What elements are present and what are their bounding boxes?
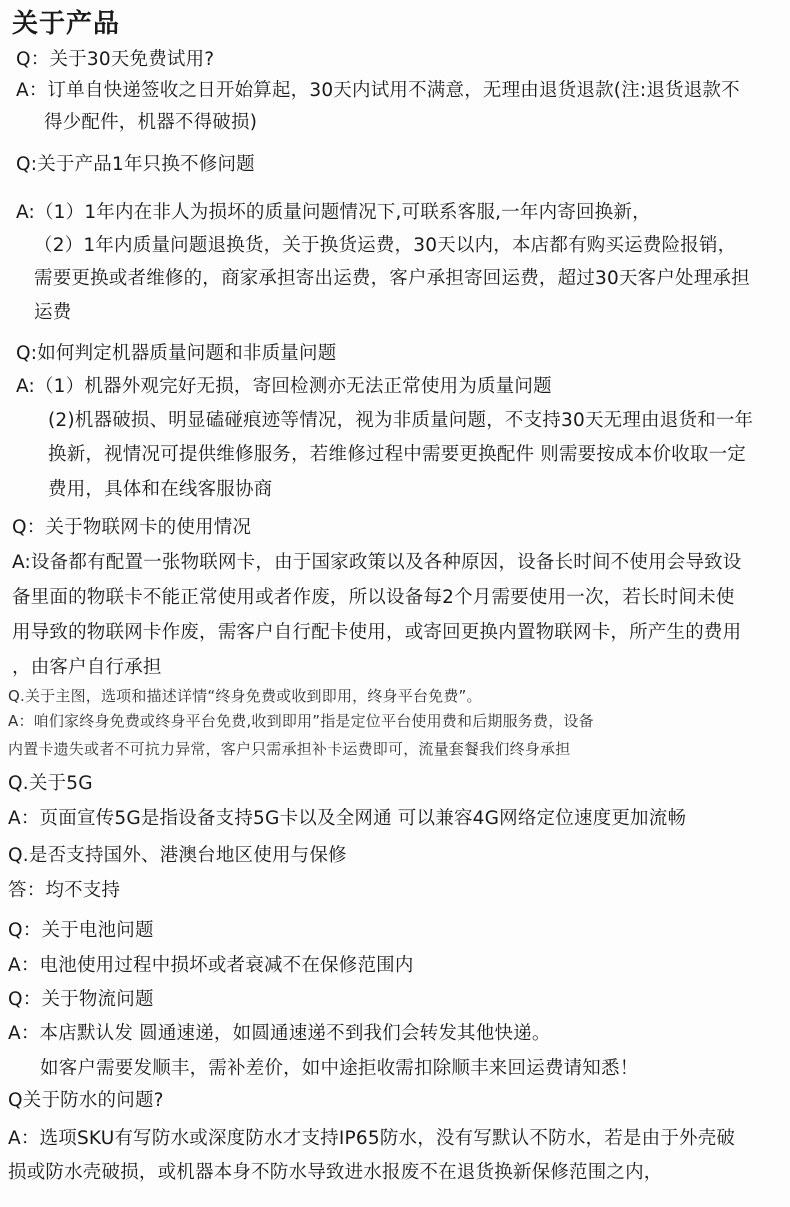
- answer-5g: A：页面宣传5G是指设备支持5G卡以及全网通 可以兼容4G网络定位速度更加流畅: [8, 808, 687, 829]
- answer-quality-2: (2)机器破损、明显磕碰痕迹等情况，视为非质量问题，不支持30天无理由退货和一年: [48, 410, 754, 431]
- answer-free-trial: A：订单自快递签收之日开始算起，30天内试用不满意，无理由退货退款(注:退货退款不: [16, 80, 740, 101]
- answer-iot-card-3: 用导致的物联网卡作废，需客户自行配卡使用，或寄回更换内置物联网卡，所产生的费用: [12, 622, 742, 643]
- answer-warranty-3: 需要更换或者维修的，商家承担寄出运费，客户承担寄回运费，超过30天客户处理承担: [34, 268, 750, 289]
- answer-warranty-1: A:（1）1年内在非人为损坏的质量问题情况下,可联系客服,一年内寄回换新，: [16, 202, 651, 223]
- answer-main-image-2: 内置卡遗失或者不可抗力异常，客户只需承担补卡运费即可，流量套餐我们终身承担: [8, 740, 571, 758]
- question-waterproof: Q关于防水的问题?: [8, 1090, 164, 1111]
- question-free-trial: Q：关于30天免费试用?: [16, 49, 215, 70]
- answer-quality-4: 费用，具体和在线客服协商: [48, 479, 273, 500]
- question-warranty: Q:关于产品1年只换不修问题: [16, 154, 255, 175]
- question-overseas: Q.是否支持国外、港澳台地区使用与保修: [8, 845, 347, 866]
- answer-waterproof-2: 损或防水壳破损，或机器本身不防水导致进水报废不在退货换新保修范围之内，: [8, 1162, 663, 1183]
- answer-logistics-1: A：本店默认发 圆通速递，如圆通速递不到我们会转发其他快递。: [8, 1023, 551, 1044]
- question-logistics: Q：关于物流问题: [8, 989, 154, 1010]
- question-5g: Q.关于5G: [8, 773, 93, 794]
- answer-waterproof-1: A：选项SKU有写防水或深度防水才支持IP65防水，没有写默认不防水，若是由于外壳破: [8, 1128, 736, 1149]
- answer-overseas: 答：均不支持: [8, 880, 121, 901]
- question-quality: Q:如何判定机器质量问题和非质量问题: [16, 343, 337, 364]
- answer-iot-card-4: ，由客户自行承担: [12, 657, 162, 678]
- question-main-image: Q.关于主图，选项和描述详情“终身免费或收到即用，终身平台免费”。: [8, 687, 482, 705]
- question-iot-card: Q：关于物联网卡的使用情况: [12, 517, 252, 538]
- page-title: 关于产品: [12, 9, 121, 39]
- answer-quality-3: 换新，视情况可提供维修服务，若维修过程中需要更换配件 则需要按成本价收取一定: [48, 444, 746, 465]
- question-battery: Q：关于电池问题: [8, 920, 154, 941]
- answer-iot-card-2: 备里面的物联卡不能正常使用或者作废，所以设备每2个月需要使用一次，若长时间未使: [12, 587, 735, 608]
- answer-warranty-2: （2）1年内质量问题退换货，关于换货运费，30天以内，本店都有购买运费险报销，: [34, 235, 737, 256]
- answer-free-trial-cont: 得少配件，机器不得破损): [44, 112, 258, 133]
- answer-main-image-1: A：咱们家终身免费或终身平台免费,收到即用”指是定位平台使用费和后期服务费，设备: [8, 712, 594, 730]
- answer-logistics-2: 如客户需要发顺丰，需补差价，如中途拒收需扣除顺丰来回运费请知悉！: [40, 1058, 639, 1079]
- answer-iot-card-1: A:设备都有配置一张物联网卡，由于国家政策以及各种原因，设备长时间不使用会导致设: [12, 552, 742, 573]
- answer-warranty-4: 运费: [34, 302, 72, 323]
- answer-quality-1: A:（1）机器外观完好无损，寄回检测亦无法正常使用为质量问题: [16, 376, 552, 397]
- answer-battery: A：电池使用过程中损坏或者衰减不在保修范围内: [8, 955, 414, 976]
